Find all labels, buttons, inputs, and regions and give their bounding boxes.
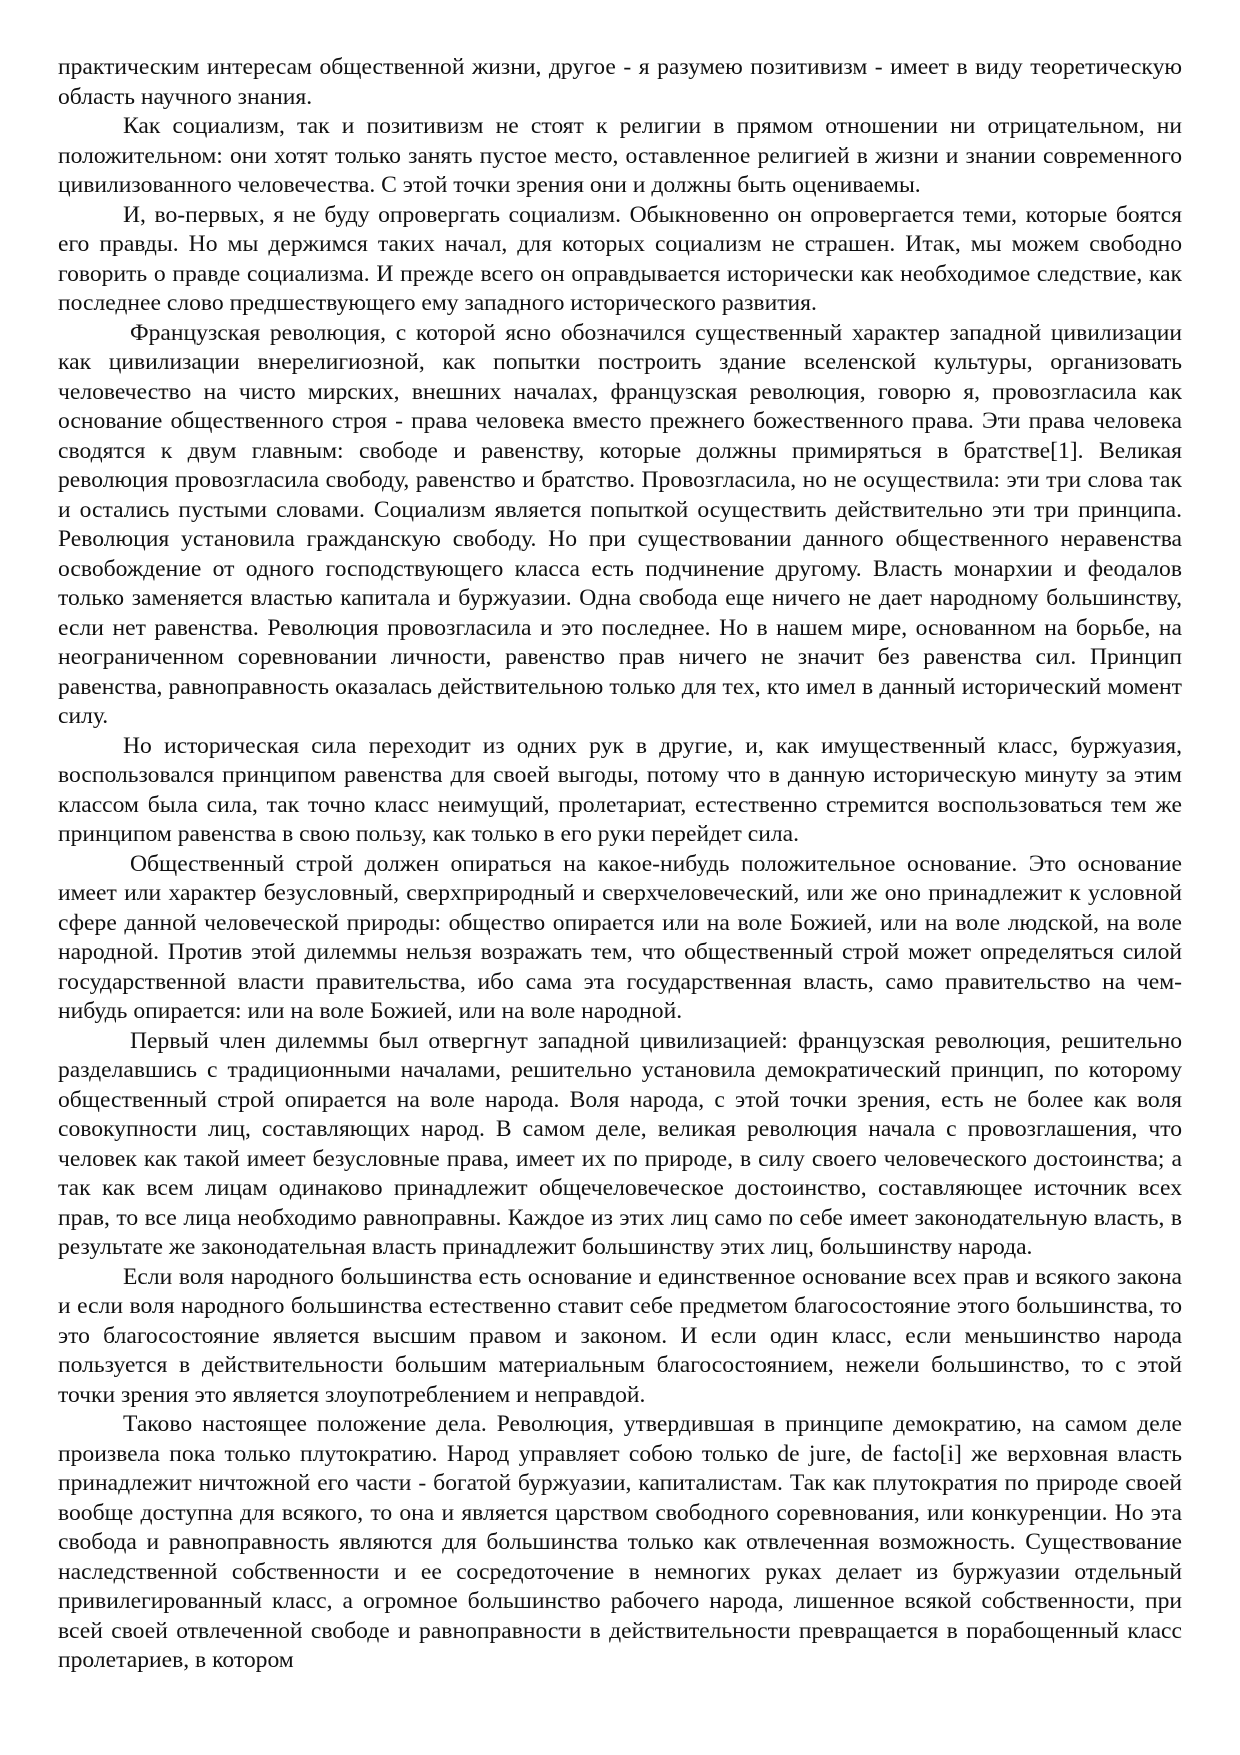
paragraph-4: Французская революция, с которой ясно обозначился существенный характер западной цивилизации как цивилизации внерелигиозной, как попытки построить здание вселенской культуры, организовать человечество на чисто мирских, внешних началах, французская революция, говорю я, провозгласила как основание общественного строя - права человека вместо прежнего божественного права. Эти права человека сводятся к двум главным: свободе и равенству, которые должны примиряться в братстве[1]. Великая революция провозгласила свободу, равенство и братство. Провозгласила, но не осуществила: эти три слова так и остались пустыми словами. Социализм является попыткой осуществить действительно эти три принципа. Революция установила гражданскую свободу. Но при существовании данного общественного неравенства освобождение от одного господствующего класса есть подчинение другому. Власть монархии и феодалов только заменяется властью капитала и буржуазии. Одна свобода еще ничего не дает народному большинству, если нет равенства. Революция провозгласила и это последнее. Но в нашем мире, основанном на борьбе, на неограниченном соревновании личности, равенство прав ничего не значит без равенства сил. Принцип равенства, равноправность оказалась действительною только для тех, кто имел в данный исторический момент силу. (58, 319, 1182, 729)
paragraph-5: Но историческая сила переходит из одних рук в другие, и, как имущественный класс, буржуазия, воспользовался принципом равенства для своей выгоды, потому что в данную историческую минуту за этим классом была сила, так точно класс неимущий, пролетариат, естественно стремится воспользоваться тем же принципом равенства в свою пользу, как только в его руки перейдет сила. (58, 732, 1182, 847)
document-page (58, 53, 1182, 1676)
paragraph-1: практическим интересам общественной жизни, другое - я разумею позитивизм - имеет в виду теоретическую область научного знания. (58, 54, 1182, 110)
paragraph-9: Таково настоящее положение дела. Революция, утвердившая в принципе демократию, на самом деле произвела пока только плутократию. Народ управляет собою только de jure, de facto[i] же верховная власть принадлежит ничтожной его части - богатой буржуазии, капиталистам. Так как плутократия по природе своей вообще доступна для всякого, то она и является царством свободного соревнования, или конкуренции. Но эта свобода и равноправность являются для большинства только как отвлеченная возможность. Существование наследственной собственности и ее сосредоточение в немногих руках делает из буржуазии отдельный привилегированный класс, а огромное большинство рабочего народа, лишенное всякой собственности, при всей своей отвлеченной свободе и равноправности в действительности превращается в порабощенный класс пролетариев, в котором (58, 1411, 1182, 1673)
paragraph-8: Если воля народного большинства есть основание и единственное основание всех прав и всякого закона и если воля народного большинства естественно ставит себе предметом благосостояние этого большинства, то это благосостояние является высшим правом и законом. И если один класс, если меньшинство народа пользуется в действительности большим материальным благосостоянием, нежели большинство, то с этой точки зрения это является злоупотреблением и неправдой. (58, 1263, 1182, 1408)
paragraph-3: И, во-первых, я не буду опровергать социализм. Обыкновенно он опровергается теми, которые боятся его правды. Но мы держимся таких начал, для которых социализм не страшен. Итак, мы можем свободно говорить о правде социализма. И прежде всего он оправдывается исторически как необходимое следствие, как последнее слово предшествующего ему западного исторического развития. (58, 201, 1182, 316)
paragraph-2: Как социализм, так и позитивизм не стоят к религии в прямом отношении ни отрицательном, ни положительном: они хотят только занять пустое место, оставленное религией в жизни и знании современного цивилизованного человечества. С этой точки зрения они и должны быть оцениваемы. (58, 113, 1182, 198)
paragraph-6: Общественный строй должен опираться на какое-нибудь положительное основание. Это основание имеет или характер безусловный, сверхприродный и сверхчеловеческий, или же оно принадлежит к условной сфере данной человеческой природы: общество опирается или на воле Божией, или на воле людской, на воле народной. Против этой дилеммы нельзя возражать тем, что общественный строй может определяться силой государственной власти правительства, ибо сама эта государственная власть, само правительство на чем-нибудь опирается: или на воле Божией, или на воле народной. (58, 850, 1182, 1024)
paragraph-7: Первый член дилеммы был отвергнут западной цивилизацией: французская революция, решительно разделавшись с традиционными началами, решительно установила демократический принцип, по которому общественный строй опирается на воле народа. Воля народа, с этой точки зрения, есть не более как воля совокупности лиц, составляющих народ. В самом деле, великая революция начала с провозглашения, что человек как такой имеет безусловные права, имеет их по природе, в силу своего человеческого достоинства; а так как всем лицам одинаково принадлежит общечеловеческое достоинство, составляющее источник всех прав, то все лица необходимо равноправны. Каждое из этих лиц само по себе имеет законодательную власть, в результате же законодательная власть принадлежит большинству этих лиц, большинству народа. (58, 1027, 1182, 1260)
